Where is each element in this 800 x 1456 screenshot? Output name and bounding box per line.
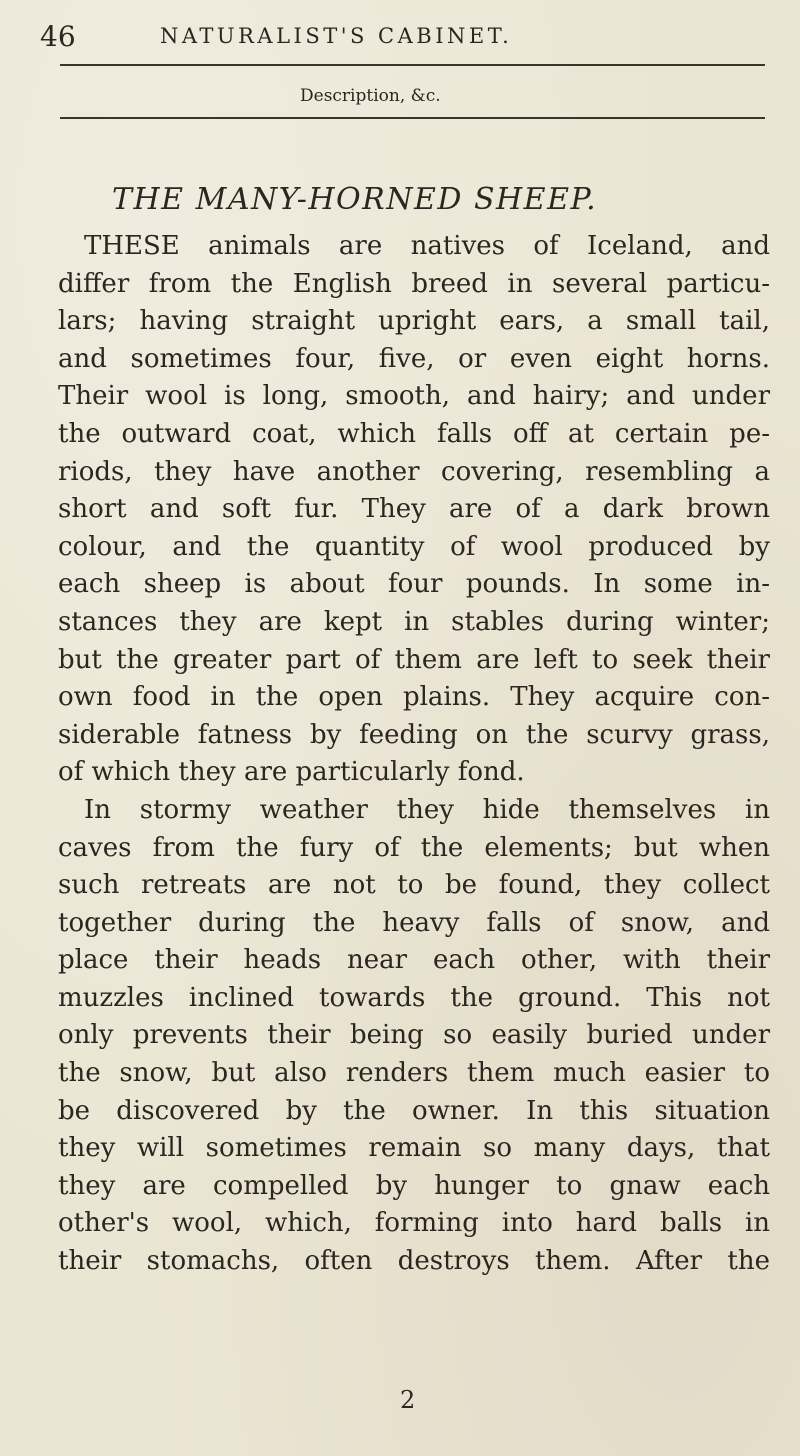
text-line: and sometimes four, five, or even eight horns. [58, 343, 770, 374]
text-line: place their heads near each other, with their [58, 945, 770, 976]
text-line: only prevents their being so easily buried under [58, 1020, 770, 1051]
text-line: together during the heavy falls of snow, and [58, 907, 770, 938]
text-line: In stormy weather they hide themselves in [84, 794, 770, 825]
article-title: THE MANY-HORNED SHEEP. [112, 182, 598, 217]
header-rule-bottom [60, 117, 765, 119]
article-body [58, 228, 770, 1281]
text-line: stances they are kept in stables during winter; [58, 606, 770, 637]
section-subhead: Description, &c. [300, 86, 441, 106]
text-line: they will sometimes remain so many days, that [58, 1133, 770, 1164]
text-line: colour, and the quantity of wool produced by [58, 531, 770, 562]
text-line: each sheep is about four pounds. In some in- [58, 569, 770, 600]
signature-mark: 2 [400, 1386, 416, 1414]
text-line: the outward coat, which falls off at certain pe- [58, 418, 770, 449]
text-line: riods, they have another covering, resembling a [58, 456, 770, 487]
text-line: short and soft fur. They are of a dark brown [58, 494, 770, 525]
running-head: NATURALIST'S CABINET. [160, 24, 513, 48]
text-line: other's wool, which, forming into hard balls in [58, 1208, 770, 1239]
text-line: be discovered by the owner. In this situation [58, 1095, 770, 1126]
text-line: but the greater part of them are left to seek their [58, 644, 770, 675]
text-line: own food in the open plains. They acquire con- [58, 682, 770, 713]
text-line: of which they are particularly fond. [58, 757, 525, 788]
text-line: differ from the English breed in several particu- [58, 268, 770, 299]
text-line: muzzles inclined towards the ground. This not [58, 982, 770, 1013]
page-number: 46 [40, 20, 76, 53]
text-line: they are compelled by hunger to gnaw each [58, 1170, 770, 1201]
header-rule-top [60, 64, 765, 66]
text-line: Their wool is long, smooth, and hairy; and under [58, 381, 770, 412]
text-line: such retreats are not to be found, they collect [58, 870, 770, 901]
text-line: THESE animals are natives of Iceland, and [84, 231, 770, 261]
text-line: their stomachs, often destroys them. After the [58, 1246, 770, 1277]
text-line: lars; having straight upright ears, a small tail, [58, 306, 770, 337]
text-line: the snow, but also renders them much easier to [58, 1058, 770, 1089]
text-line: caves from the fury of the elements; but when [58, 832, 770, 863]
text-line: siderable fatness by feeding on the scurvy grass, [58, 719, 770, 750]
